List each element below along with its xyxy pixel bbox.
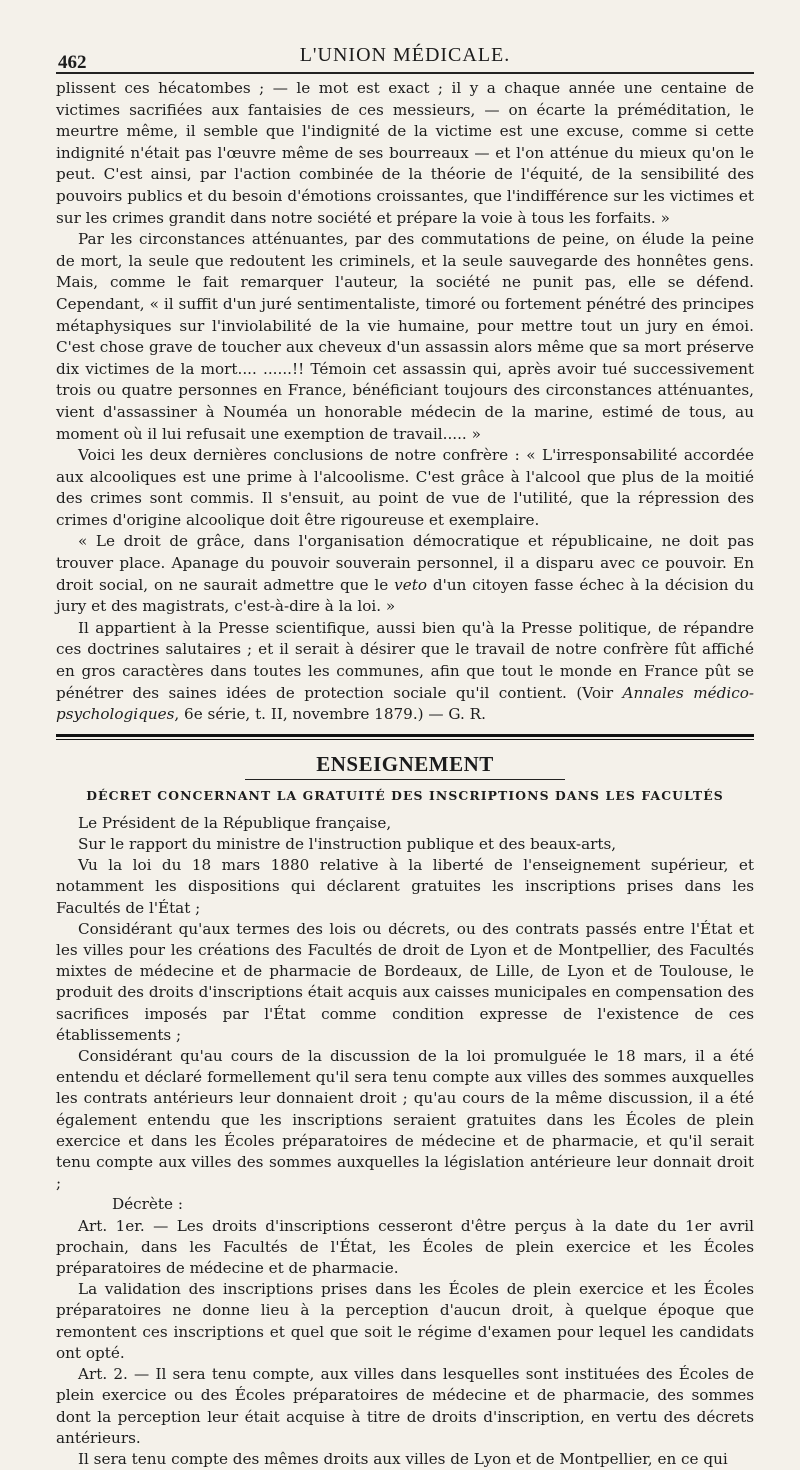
header-rule (56, 72, 754, 74)
decree-body (56, 813, 754, 1470)
press-text-start: Il appartient à la Presse scientifique, aussi bien qu'à la Presse politique, de répandre ces doctrines salutaires ; et il serait à désirer que le travail de notre confrère fût affiché en gros caractères dans toutes les communes, afin que tout le monde en France pût se pénétrer des saines idées de protection sociale qu'il contient. (Voir (56, 618, 754, 702)
pardon-text-end: d'un citoyen fasse échec à la décision du jury et des magistrats, c'est-à-dire à la loi. » (56, 575, 755, 616)
decree-title: DÉCRET CONCERNANT LA GRATUITÉ DES INSCRIPTIONS DANS LES FACULTÉS (86, 787, 724, 803)
journal-title: L'UNION MÉDICALE. (299, 44, 511, 66)
decree-article-2: Art. 2. — Il sera tenu compte, aux villes dans lesquelles sont instituées des Écoles de plein exercice ou des Écoles préparatoires de médecine et de pharmacie, des sommes dont la perception leur était acquise à titre de droits d'inscription, en vertu des décrets antérieurs. (56, 1365, 754, 1447)
running-head (56, 0, 754, 72)
section-title: ENSEIGNEMENT (316, 751, 494, 776)
death-penalty-paragraph: Par les circonstances atténuantes, par des commutations de peine, on élude la peine de mort, la seule que redoutent les criminels, et la seule sauvegarde des honnêtes gens. Mais, comme le fait remarquer l'auteur, la société ne punit pas, elle se défend. Cependant, « il suffit d'un juré sentimentaliste, timoré ou fortement pénétré des principes métaphysiques sur l'inviolabilité de la vie humaine, pour mettre tout un jury en émoi. C'est chose grave de toucher aux cheveux d'un assassin alors même que sa mort préserve dix victimes de la mort.... ......!! Témoin cet assassin qui, après avoir tué successivement trois ou quatre personnes en France, bénéficiant toujours des circonstances atténuantes, vient d'assassiner à Nouméa un honorable médecin de la marine, estimé de tous, au moment où il lui refusait une exemption de travail..... » (56, 230, 754, 443)
decree-paragraph: Il sera tenu compte des mêmes droits aux villes de Lyon et de Montpellier, en ce qui (78, 1449, 728, 1468)
decree-paragraph: La validation des inscriptions prises dans les Écoles de plein exercice et les Écoles préparatoires ne donne lieu à la perception d'aucun droit, à quelque époque que remontent ces inscriptions et quel que soit le régime d'examen pour lequel les candidats ont opté. (56, 1280, 754, 1362)
decree-paragraph: Considérant qu'au cours de la discussion de la loi promulguée le 18 mars, il a été entendu et déclaré formellement qu'il sera tenu compte aux villes des sommes auxquelles les contrats antérieurs leur donnaient droit ; qu'au cours de la même discussion, il a été également entendu que les inscriptions seraient gratuites dans les Écoles de plein exercice et dans les Écoles préparatoires de médecine et de pharmacie, et qu'il serait tenu compte aux villes des sommes auxquelles la législation antérieure leur donnait droit ; (56, 1047, 754, 1193)
decree-paragraph: Le Président de la République française, (78, 813, 392, 832)
decree-paragraph: Considérant qu'aux termes des lois ou décrets, ou des contrats passés entre l'État et les villes pour les créations des Facultés de droit de Lyon et de Montpellier, des Facultés mixtes de médecine et de pharmacie de Bordeaux, de Lille, de Lyon et de Toulouse, le produit des droits d'inscriptions était acquis aux caisses municipales en compensation des sacrifices imposés par l'État comme condition expresse de l'existence de ces établissements ; (56, 919, 754, 1044)
section-divider (56, 734, 754, 740)
decree-paragraph: Vu la loi du 18 mars 1880 relative à la liberté de l'enseignement supérieur, et notamment les dispositions qui déclarent gratuites les inscriptions prises dans les Facultés de l'État ; (56, 856, 754, 917)
press-text-end: , 6e série, t. II, novembre 1879.) — G. R. (174, 705, 486, 724)
decree-decrees-line: Décrète : (112, 1195, 183, 1214)
section-title-rule (245, 779, 565, 780)
right-of-pardon-paragraph (56, 531, 754, 617)
veto-emphasis: veto (394, 575, 427, 594)
decree-paragraph: Sur le rapport du ministre de l'instruction publique et des beaux-arts, (78, 835, 617, 854)
page-number: 462 (58, 52, 87, 73)
annales-reference: Annales médico-psychologiques (56, 683, 754, 724)
quote-continuation-paragraph: plissent ces hécatombes ; — le mot est exact ; il y a chaque année une centaine de victimes sacrifiées aux fantaisies de ces messieurs, — on écarte la préméditation, le meurtre même, il semble que l'indignité de la victime est une excuse, comme si cette indignité n'était pas l'œuvre même de ses bourreaux — et l'on atténue du mieux qu'on le peut. C'est ainsi, par l'action combinée de la théorie de l'équité, de la sensibilité des pouvoirs publics et du besoin d'émotions croissantes, que l'indifférence sur les victimes et sur les crimes grandit dans notre société et prépare la voie à tous les forfaits. » (56, 79, 754, 227)
alcoholism-conclusion-paragraph: Voici les deux dernières conclusions de notre confrère : « L'irresponsabilité accordée aux alcooliques est une prime à l'alcoolisme. C'est grâce à l'alcool que plus de la moitié des crimes sont commis. Il s'ensuit, au point de vue de l'utilité, que la répression des crimes d'origine alcoolique doit être rigoureuse et exemplaire. (56, 446, 754, 529)
scientific-press-paragraph (56, 618, 754, 726)
decree-article-1: Art. 1er. — Les droits d'inscriptions cesseront d'être perçus à la date du 1er avril prochain, dans les Facultés de l'État, les Écoles de plein exercice et les Écoles préparatoires de médecine et de pharmacie. (56, 1216, 754, 1278)
pardon-text-start: « Le droit de grâce, dans l'organisation démocratique et républicaine, ne doit pas trouver place. Apanage du pouvoir souverain personnel, il a disparu avec ce pouvoir. En droit social, on ne saurait admettre que le (56, 532, 754, 594)
